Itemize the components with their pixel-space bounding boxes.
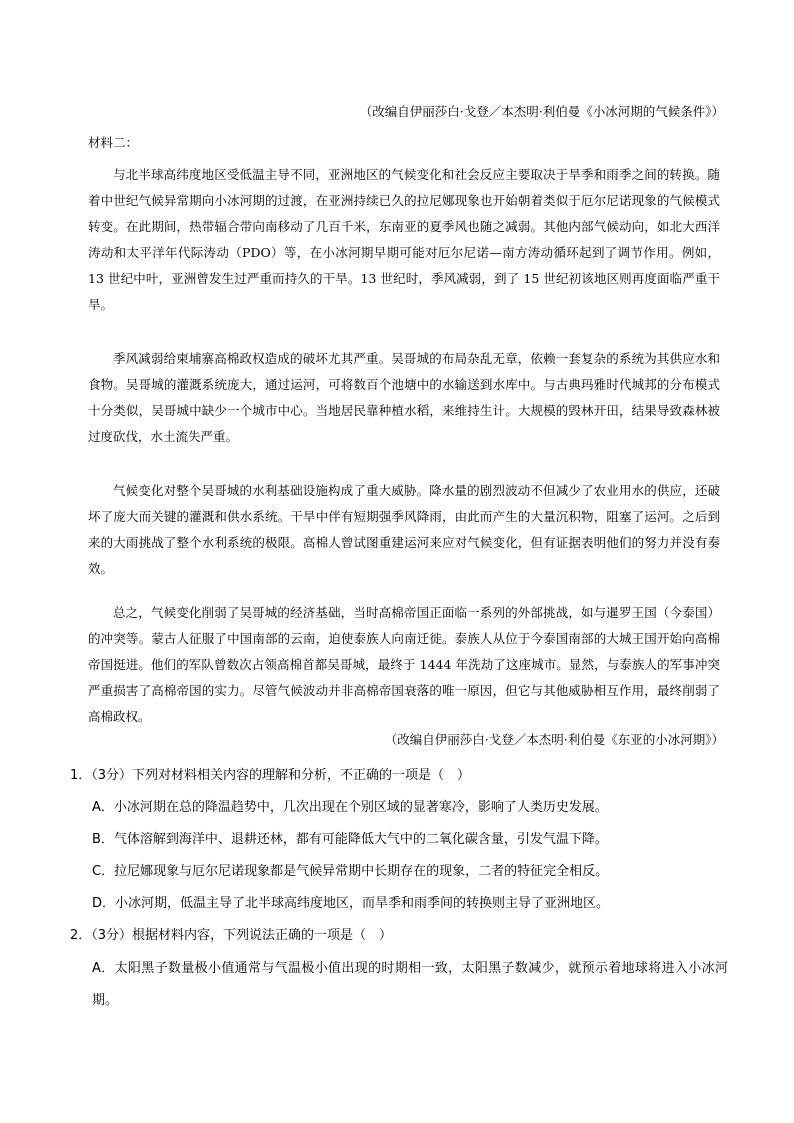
question-1-option-a: A．小冰河期在总的降温趋势中，几次出现在个别区域的显著寒冷，影响了人类历史发展。 [92, 800, 608, 815]
paragraph-4: 总之，气候变化削弱了吴哥城的经济基础，当时高棉帝国正面临一系列的外部挑战，如与暹罗王国（今泰国）的冲突等。蒙古人征服了中国南部的云南，迫使泰族人向南迁徙。泰族人从位于今泰国南部的大城王国开始向高棉帝国挺进。他们的军队曾数次占领高棉首都吴哥城，最终于 1444 年洗劫了这座城市。显然，与泰族人的军事冲突严重损害了高棉帝国的实力。尽管气候波动并非高棉帝国衰落的唯一原因，但它与其他威胁相互作用，最终削弱了高棉政权。 [88, 605, 720, 724]
paragraph-3: 气候变化对整个吴哥城的水利基础设施构成了重大威胁。降水量的剧烈波动不但减少了农业用水的供应，还破坏了庞大而关键的灌溉和供水系统。干旱中伴有短期强季风降雨，由此而产生的大量沉积物，阻塞了运河。之后到来的大雨挑战了整个水利系统的极限。高棉人曾试图重建运河来应对气候变化，但有证据表明他们的努力并没有奏效。 [88, 483, 720, 576]
question-1-option-c: C．拉尼娜现象与厄尔尼诺现象都是气候异常期中长期存在的现象，二者的特征完全相反。 [92, 864, 609, 879]
question-1-stem: 1．（3分）下列对材料相关内容的理解和分析，不正确的一项是（ ） [70, 768, 471, 783]
source-citation-1: （改编自伊丽莎白·戈登／本杰明·利伯曼《小冰河期的气候条件》） [359, 104, 724, 119]
question-1-option-b: B．气体溶解到海洋中、退耕还林，都有可能降低大气中的二氧化碳含量，引发气温下降。 [92, 832, 608, 847]
source-citation-2: （改编自伊丽莎白·戈登／本杰明·利伯曼《东亚的小冰河期》） [384, 732, 724, 747]
question-1-option-d: D．小冰河期，低温主导了北半球高纬度地区，而旱季和雨季间的转换则主导了亚洲地区。 [92, 896, 610, 911]
paragraph-1: 与北半球高纬度地区受低温主导不同，亚洲地区的气候变化和社会反应主要取决于旱季和雨季之间的转换。随着中世纪气候异常期向小冰河期的过渡，在亚洲持续已久的拉尼娜现象也开始朝着类似于厄尔尼诺现象的气候模式转变。在此期间，热带辐合带向南移动了几百千米，东南亚的夏季风也随之减弱。其他内部气候动向，如北大西洋涛动和太平洋年代际涛动（PDO）等，在小冰河期早期可能对厄尔尼诺—南方涛动循环起到了调节作用。例如，13 世纪中叶，亚洲曾发生过严重而持久的干旱。13 世纪时，季风减弱，到了 15 世纪初该地区则再度面临严重干旱。 [88, 167, 720, 312]
question-2-stem: 2．（3分）根据材料内容，下列说法正确的一项是（ ） [70, 928, 393, 943]
material-label: 材料二： [88, 135, 139, 150]
question-2-option-a: A．太阳黑子数量极小值通常与气温极小值出现的时期相一致，太阳黑子数减少，就预示着地球将进入小冰河期。 [92, 961, 728, 1008]
paragraph-2: 季风减弱给柬埔寨高棉政权造成的破坏尤其严重。吴哥城的布局杂乱无章，依赖一套复杂的系统为其供应水和食物。吴哥城的灌溉系统庞大，通过运河，可将数百个池塘中的水输送到水库中。与古典玛雅时代城邦的分布模式十分类似，吴哥城中缺少一个城市中心。当地居民靠种植水稻，来维持生计。大规模的毁林开田，结果导致森林被过度砍伐，水土流失严重。 [88, 351, 720, 444]
